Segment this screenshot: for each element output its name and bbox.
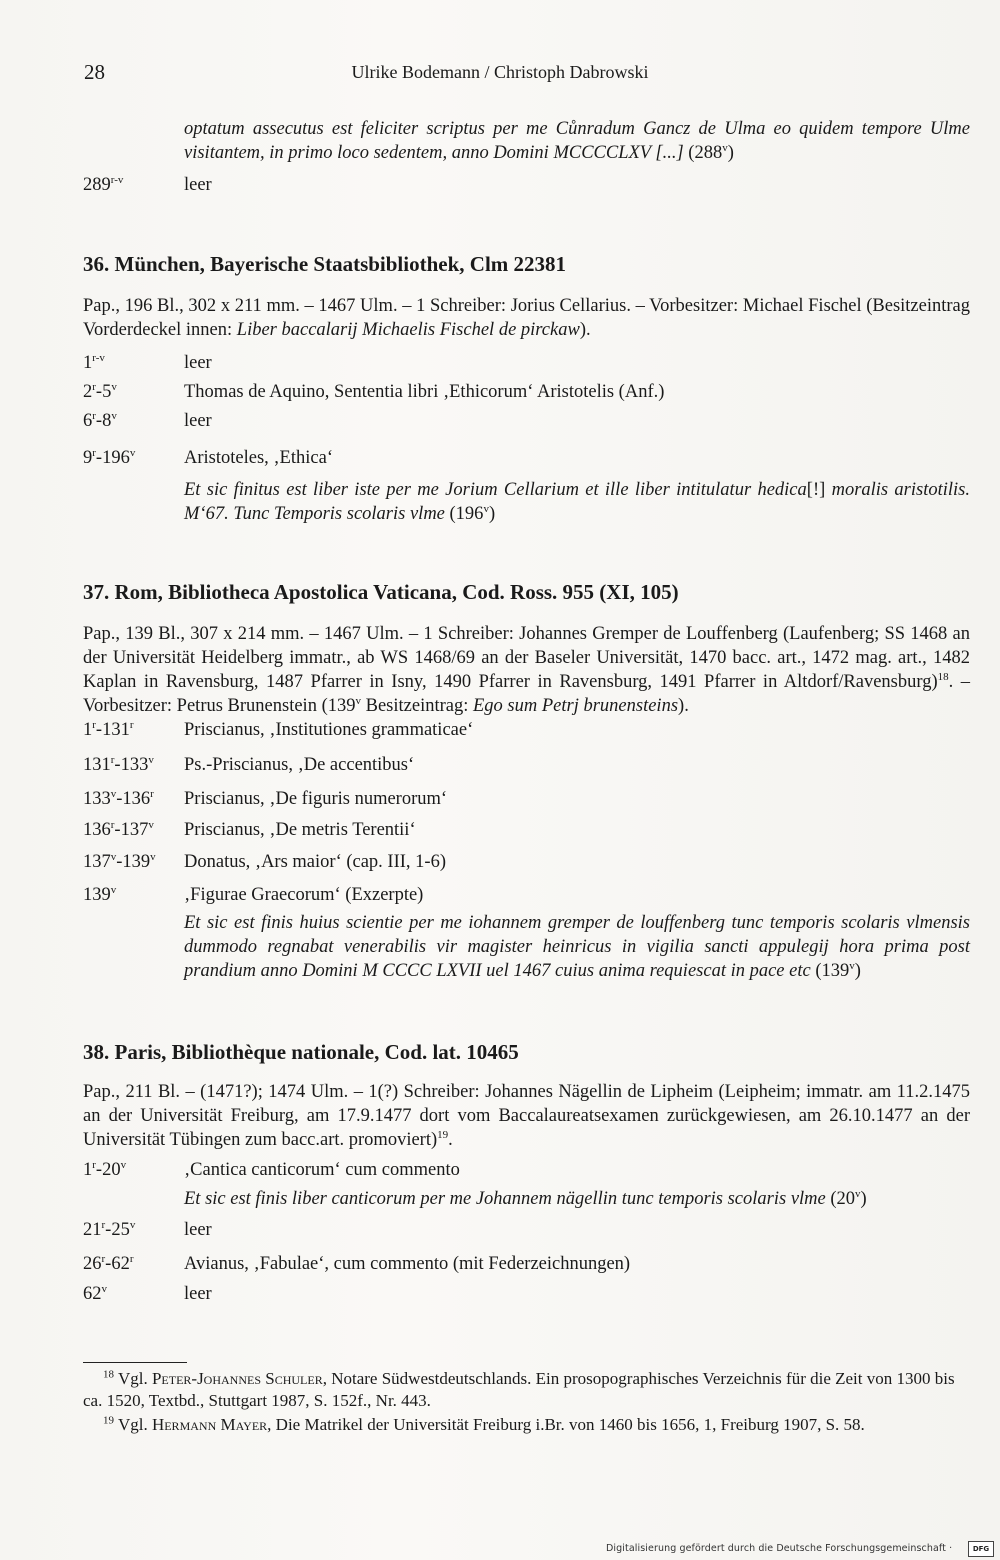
ref-sup: v — [483, 502, 489, 515]
folio-num: 139 — [83, 885, 111, 905]
desc-end: ). — [678, 696, 689, 716]
ref-open: (288 — [683, 143, 723, 163]
colophon-text: Et sic est finis huius scientie per me iohannem gremper de louffenberg tunc temporis scolaris vlmensis dummodo regnabat venerabilis vir magister heinricus in vigilia sancti appulegij hora prima post prandium anno Domini M CCCC LXVII uel 1467 cuius anima requiescat in pace etc — [184, 913, 970, 981]
folio-row — [83, 718, 970, 744]
colophon-text: optatum assecutus est feliciter scriptus per me Cůnradum Gancz de Ulma eo quidem tempore Ulme visitantem, in primo loco sedentem, anno Domini MCCCCLXV [...] — [184, 119, 970, 163]
folio-sup: r — [92, 446, 96, 459]
folio-row — [83, 409, 970, 435]
desc-text: Pap., 211 Bl. – (1471?); 1474 Ulm. – 1(?) Schreiber: Johannes Nägellin de Lipheim (Leipheim; immatr. am 11.2.1475 an der Universität Freiburg, am 17.9.1477 dort vom Baccalaureatsexamen zurückgewiesen, am 26.10.1477 an der Universität Tübingen zum bacc.art. promoviert) — [83, 1082, 970, 1150]
folio-num-end: -5 — [95, 382, 112, 402]
folio-row — [83, 380, 970, 406]
footnote-text: , Notare Südwestdeutschlands. Ein prosopographisches Verzeichnis für die Zeit von 1300 bis ca. 1520, Textbd., Stuttgart 1987, S. 152f., Nr. 443. — [83, 1369, 955, 1410]
folio — [83, 380, 179, 404]
colophon-ref — [445, 504, 495, 524]
folio-num: 289 — [83, 175, 111, 195]
colophon-ref — [826, 1189, 867, 1209]
running-header: Ulrike Bodemann / Christoph Dabrowski — [351, 62, 649, 82]
colophon-text: Et sic finitus est liber iste per me Jorium Cellarium et ille liber intitulatur hedica — [184, 480, 807, 500]
colophon-text-2: moralis aristotilis. M‘67. Tunc Temporis scolaris vlme — [184, 480, 970, 524]
footnote-prefix: Vgl. — [114, 1415, 152, 1434]
folio-content: Priscianus, ‚Institutiones grammaticae‘ — [184, 720, 474, 740]
folio-num-end: -20 — [95, 1160, 121, 1180]
colophon-sic: [!] — [806, 480, 826, 500]
folio — [83, 718, 179, 742]
footnote-text: , Die Matrikel der Universität Freiburg i.Br. von 1460 bis 1656, 1, Freiburg 1907, S. 58. — [267, 1415, 865, 1434]
folio — [83, 351, 179, 375]
folio — [83, 1218, 179, 1242]
folio-sup-end: v — [150, 850, 156, 863]
folio — [83, 1282, 179, 1306]
folio-row — [83, 753, 970, 779]
colophon-38 — [184, 1187, 970, 1211]
folio-num: 2 — [83, 382, 93, 402]
desc-text-2: . – Vorbesitzer: Petrus Brunenstein (139 — [83, 672, 970, 716]
desc-text-3: Besitzeintrag: — [361, 696, 473, 716]
folio-content: Donatus, ‚Ars maior‘ (cap. III, 1-6) — [184, 852, 446, 872]
colophon-37 — [184, 911, 970, 983]
footnote-author: Peter-Johannes Schuler — [151, 1369, 323, 1388]
page-number: 28 — [84, 60, 105, 84]
folio-num: 1 — [83, 1160, 93, 1180]
folio-content: leer — [184, 353, 212, 373]
folio-sup: v — [110, 787, 117, 800]
folio-sup-end: r — [150, 787, 154, 800]
section-description-36 — [83, 294, 970, 342]
folio-sup-end: v — [129, 446, 136, 459]
folio-row — [83, 1282, 970, 1308]
folio-sup-end: v — [120, 1158, 127, 1171]
folio-row — [83, 787, 970, 813]
folio-num: 137 — [83, 852, 111, 872]
folio-sup-end: r — [129, 1252, 134, 1265]
folio-num: 26 — [83, 1254, 102, 1274]
folio-sup: v — [110, 883, 117, 896]
colophon-text: Et sic est finis liber canticorum per me Johannem nägellin tunc temporis scolaris vlme — [184, 1189, 826, 1209]
folio-num-end: -62 — [105, 1254, 130, 1274]
ref-open: (196 — [444, 504, 484, 524]
folio-num-end: -8 — [95, 411, 112, 431]
folio-sup: v — [110, 850, 117, 863]
desc-end: . — [448, 1130, 453, 1150]
folio-sup: r — [110, 753, 115, 766]
folio-sup-end: v — [129, 1218, 136, 1231]
folio-content: leer — [184, 411, 212, 431]
folio-num: 21 — [83, 1220, 102, 1240]
folio — [83, 1158, 179, 1182]
folio-row — [83, 173, 970, 199]
folio-content: Aristoteles, ‚Ethica‘ — [184, 448, 333, 468]
folio-num-end: -136 — [116, 789, 151, 809]
folio-content: Thomas de Aquino, Sententia libri ‚Ethicorum‘ Aristotelis (Anf.) — [184, 382, 665, 402]
colophon-ref — [684, 143, 734, 163]
folio-num-end: -196 — [95, 448, 130, 468]
folio — [83, 446, 179, 470]
folio-content: Priscianus, ‚De figuris numerorum‘ — [184, 789, 448, 809]
folio-content: Priscianus, ‚De metris Terentii‘ — [184, 820, 416, 840]
folio-row — [83, 446, 970, 472]
dfg-logo: DFG — [968, 1541, 994, 1557]
folio-row — [83, 351, 970, 377]
folio-content: leer — [184, 1284, 212, 1304]
desc-end: ). — [579, 320, 591, 340]
ref-open: (20 — [825, 1189, 856, 1209]
folio-content: Ps.-Priscianus, ‚De accentibus‘ — [184, 755, 415, 775]
folio-num: 131 — [83, 755, 111, 775]
folio-sup: r — [110, 818, 115, 831]
folio-sup: r — [101, 1218, 106, 1231]
folio-num-end: -25 — [105, 1220, 130, 1240]
desc-text: Pap., 196 Bl., 302 x 211 mm. – 1467 Ulm. – 1 Schreiber: Jorius Cellarius. – Vorbesitzer: Michael Fischel (Besitzeintrag Vorderdeckel innen: — [83, 296, 970, 340]
footnote-ref[interactable]: 19 — [437, 1128, 449, 1141]
folio-sup: r-v — [92, 351, 105, 364]
folio-row — [83, 850, 970, 876]
section-description-37 — [83, 622, 970, 718]
folio-sup: r — [92, 380, 96, 393]
folio-sup-end: v — [111, 380, 117, 393]
desc-italic: Ego sum Petrj brunensteins — [473, 696, 679, 716]
folio-num: 9 — [83, 448, 93, 468]
folio-sup: r-v — [110, 173, 124, 186]
desc-italic: Liber baccalarij Michaelis Fischel de pirckaw — [236, 320, 580, 340]
folio — [83, 409, 179, 433]
folio-sup-end: r — [129, 718, 134, 731]
folio-num: 133 — [83, 789, 111, 809]
ref-close: ) — [727, 143, 734, 163]
footnote-number: 19 — [103, 1414, 114, 1427]
footnote-author: Hermann Mayer — [151, 1415, 268, 1434]
folio-sup: r — [92, 409, 96, 422]
folio-row — [83, 818, 970, 844]
folio-sup: v — [101, 1282, 107, 1295]
section-heading-37: 37. Rom, Bibliotheca Apostolica Vaticana, Cod. Ross. 955 (XI, 105) — [83, 580, 679, 604]
ref-close: ) — [860, 1189, 867, 1209]
folio-row — [83, 883, 970, 909]
colophon-ref — [811, 961, 861, 981]
folio-row — [83, 1252, 970, 1278]
folio — [83, 1252, 179, 1276]
ref-sup: v — [855, 1187, 861, 1200]
folio-content: leer — [184, 1220, 212, 1240]
colophon-35 — [184, 117, 970, 165]
folio — [83, 850, 179, 874]
colophon-36 — [184, 478, 970, 526]
ref-sup: v — [849, 959, 855, 972]
desc-text: Pap., 139 Bl., 307 x 214 mm. – 1467 Ulm. – 1 Schreiber: Johannes Gremper de Louffenberg (Laufenberg; SS 1468 an der Universität Heidelberg immatr., ab WS 1468/69 an der Baseler Universität, 1470 bacc. art., 1472 mag. art., 1482 Kaplan in Ravensburg, 1487 Pfarrer in Isny, 1490 Pfarrer in Ravensburg, 1491 Pfarrer in Altdorf/Ravensburg) — [83, 624, 970, 692]
folio-content: Avianus, ‚Fabulae‘, cum commento (mit Federzeichnungen) — [184, 1254, 631, 1274]
footnote-ref[interactable]: 18 — [937, 670, 949, 683]
ref-close: ) — [854, 961, 861, 981]
folio-sup: r — [92, 718, 96, 731]
folio-content: ‚Figurae Graecorum‘ (Exzerpte) — [184, 885, 424, 905]
footnote — [83, 1368, 970, 1412]
funding-note: Digitalisierung gefördert durch die Deutsche Forschungsgemeinschaft · — [606, 1543, 953, 1554]
folio — [83, 787, 179, 811]
ref-sup: v — [722, 141, 728, 154]
folio-sup-end: v — [148, 753, 154, 766]
folio-num: 62 — [83, 1284, 102, 1304]
folio-num: 1 — [83, 720, 93, 740]
footnote — [83, 1414, 970, 1436]
folio — [83, 818, 179, 842]
footnote-number: 18 — [103, 1368, 114, 1381]
folio-num-end: -133 — [114, 755, 149, 775]
folio-num-end: -139 — [116, 852, 151, 872]
footnote-prefix: Vgl. — [114, 1369, 152, 1388]
folio-sup: r — [92, 1158, 96, 1171]
folio-sup-end: v — [111, 409, 117, 422]
folio-sup-end: v — [148, 818, 154, 831]
folio-num-end: -137 — [114, 820, 149, 840]
section-heading-36: 36. München, Bayerische Staatsbibliothek, Clm 22381 — [83, 252, 567, 276]
folio-num: 1 — [83, 353, 93, 373]
folio-num-end: -131 — [95, 720, 130, 740]
folio — [83, 173, 179, 197]
ref-open: (139 — [810, 961, 850, 981]
folio-row — [83, 1158, 970, 1184]
folio-row — [83, 1218, 970, 1244]
footnote-divider — [83, 1362, 187, 1363]
folio-num: 6 — [83, 411, 93, 431]
folio-sup: r — [101, 1252, 106, 1265]
folio — [83, 883, 179, 907]
ref-close: ) — [488, 504, 496, 524]
folio-content: ‚Cantica canticorum‘ cum commento — [184, 1160, 460, 1180]
folio-content: leer — [184, 175, 212, 195]
desc-sup: v — [355, 694, 361, 707]
section-heading-38: 38. Paris, Bibliothèque nationale, Cod. lat. 10465 — [83, 1040, 519, 1064]
section-description-38 — [83, 1080, 970, 1152]
folio — [83, 753, 179, 777]
folio-num: 136 — [83, 820, 111, 840]
